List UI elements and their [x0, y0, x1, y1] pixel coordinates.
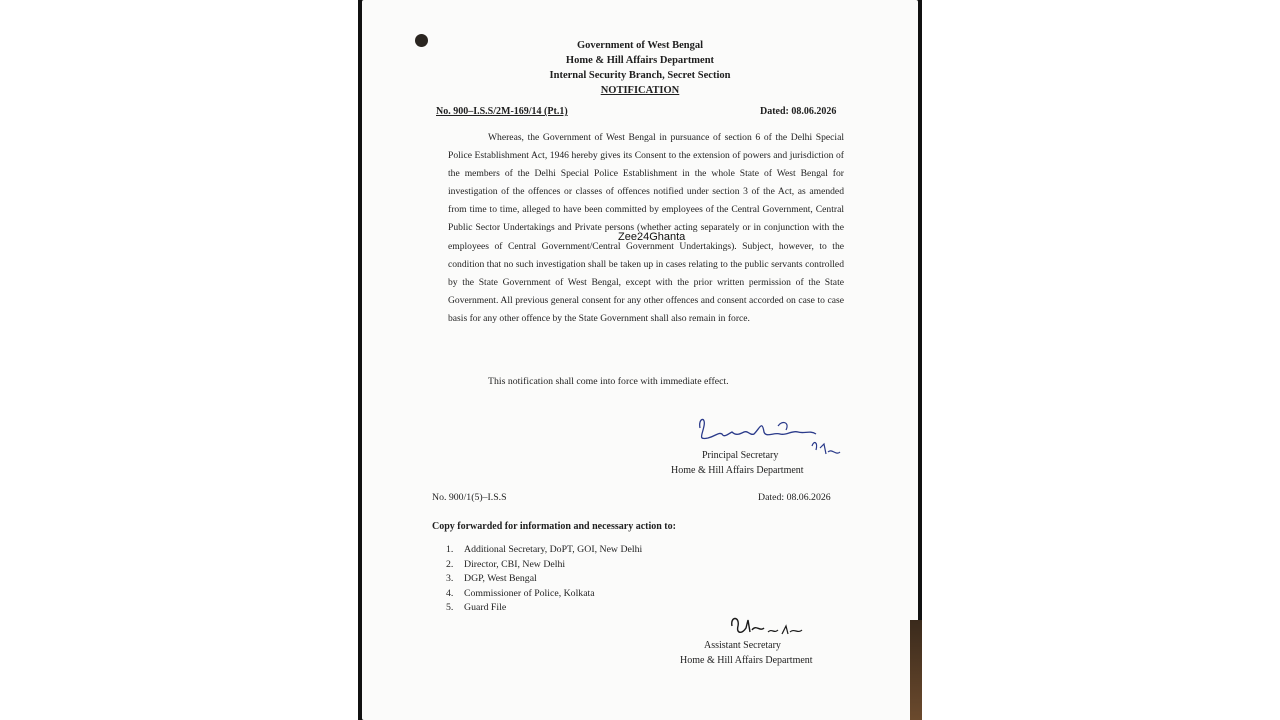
government-name: Government of West Bengal [576, 40, 704, 51]
document-photo [358, 0, 922, 720]
copy-reference-number: No. 900/1(5)–I.S.S [432, 492, 507, 503]
notification-body: Whereas, the Government of West Bengal in pursuance of section 6 of the Delhi Special Police Establishment Act, 1946 hereby gives its Consent to the extension of powers and jurisdiction of the members of the Delhi Special Police Establishment in the whole State of West Bengal for investigation of the offences or classes of offences notified under section 3 of the Act, as amended from time to time, alleged to have been committed by employees of the Central Government, Central Public Sector Undertakings and Private persons (whether acting separately or in conjunction with the employees of Central Government/Central Government Undertakings). Subject, however, to the condition that no such investigation shall be taken up in cases relating to the public servants controlled by the State Government of West Bengal, except with the prior written permission of the State Government. All previous general consent for any other offences and consent accorded on case to case basis for any other offence by the State Government shall also remain in force. [448, 132, 844, 324]
desk-edge [910, 620, 922, 720]
list-item: 3. DGP, West Bengal [446, 573, 537, 585]
signatory1-title: Principal Secretary [702, 450, 779, 461]
reference-date: Dated: 08.06.2026 [760, 106, 837, 117]
watermark: Zee24Ghanta [618, 231, 686, 243]
assistant-secretary-signature [728, 612, 808, 642]
department-name: Home & Hill Affairs Department [565, 55, 715, 66]
reference-number: No. 900–I.S.S/2M-169/14 (Pt.1) [436, 106, 568, 117]
notification-title: NOTIFICATION [600, 85, 680, 96]
page-background-right [922, 0, 1280, 720]
signatory2-title: Assistant Secretary [704, 640, 781, 651]
effect-statement: This notification shall come into force with immediate effect. [488, 376, 729, 387]
signatory2-department: Home & Hill Affairs Department [680, 655, 813, 666]
notification-paper [362, 0, 918, 720]
list-item: 5. Guard File [446, 602, 507, 614]
list-item: 1. Additional Secretary, DoPT, GOI, New Delhi [446, 544, 643, 555]
copy-reference-date: Dated: 08.06.2026 [758, 492, 831, 503]
page-background-left [0, 0, 358, 720]
branch-name: Internal Security Branch, Secret Section [549, 70, 731, 81]
copy-forwarded-heading: Copy forwarded for information and necessary action to: [432, 521, 676, 532]
signatory1-department: Home & Hill Affairs Department [671, 465, 804, 476]
letterhead [362, 38, 918, 98]
recipient-list [446, 543, 642, 616]
list-item: 4. Commissioner of Police, Kolkata [446, 587, 595, 599]
list-item: 2. Director, CBI, New Delhi [446, 558, 566, 570]
